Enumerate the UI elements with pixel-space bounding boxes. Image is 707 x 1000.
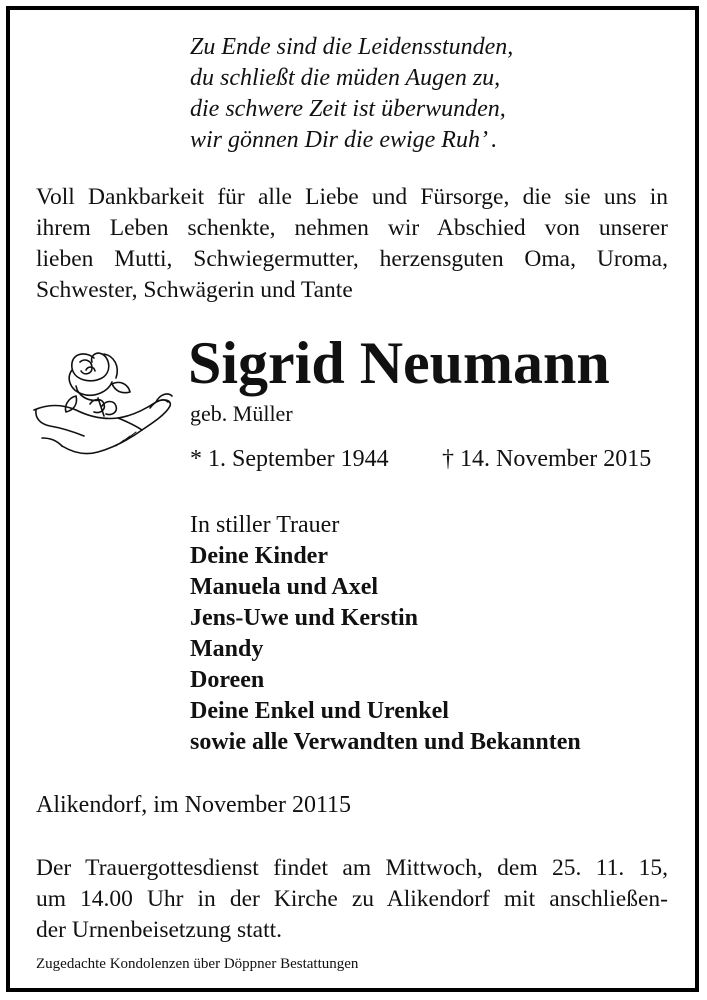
mourner-entry: sowie alle Verwandten und Bekannten [190, 729, 581, 755]
poem [190, 32, 513, 156]
mourner-entry: Doreen [190, 667, 265, 693]
service-notice [36, 853, 668, 946]
place-and-date: Alikendorf, im November 20115 [36, 792, 352, 818]
mourners-heading: In stiller Trauer [190, 512, 340, 538]
mourner-entry: Deine Enkel und Urenkel [190, 698, 449, 724]
intro-text [36, 182, 668, 306]
condolence-note: Zugedachte Kondolenzen über Döppner Bestattungen [36, 956, 359, 972]
service-line: um 14.00 Uhr in der Kirche zu Alikendorf mit anschließen- [36, 886, 668, 912]
mourners [190, 510, 581, 758]
life-dates [190, 444, 652, 474]
mourner-entry: Jens-Uwe und Kerstin [190, 605, 419, 631]
poem-line: wir gönnen Dir die ewige Ruh’ . [190, 127, 498, 153]
intro-line: ihrem Leben schenkte, nehmen wir Abschied von unserer [36, 215, 668, 241]
birth-name: geb. Müller [190, 401, 293, 426]
intro-line: Schwester, Schwägerin und Tante [36, 277, 353, 303]
mourner-entry: Mandy [190, 636, 264, 662]
service-line: der Urnenbeisetzung statt. [36, 917, 283, 943]
rose-in-hands-icon [32, 340, 182, 470]
death-date: † 14. November 2015 [442, 446, 652, 472]
mourner-entry: Manuela und Axel [190, 574, 379, 600]
service-line: Der Trauergottesdienst findet am Mittwoch, dem 25. 11. 15, [36, 855, 668, 881]
obituary-frame [6, 6, 699, 992]
deceased-name: Sigrid Neumann [188, 330, 610, 396]
mourner-entry: Deine Kinder [190, 543, 328, 569]
poem-line: du schließt die müden Augen zu, [190, 65, 501, 91]
intro-line: lieben Mutti, Schwiegermutter, herzensguten Oma, Uroma, [36, 246, 668, 272]
birth-date: * 1. September 1944 [190, 446, 389, 472]
intro-line: Voll Dankbarkeit für alle Liebe und Fürsorge, die sie uns in [36, 184, 668, 210]
poem-line: die schwere Zeit ist überwunden, [190, 96, 506, 122]
poem-line: Zu Ende sind die Leidensstunden, [190, 34, 514, 60]
